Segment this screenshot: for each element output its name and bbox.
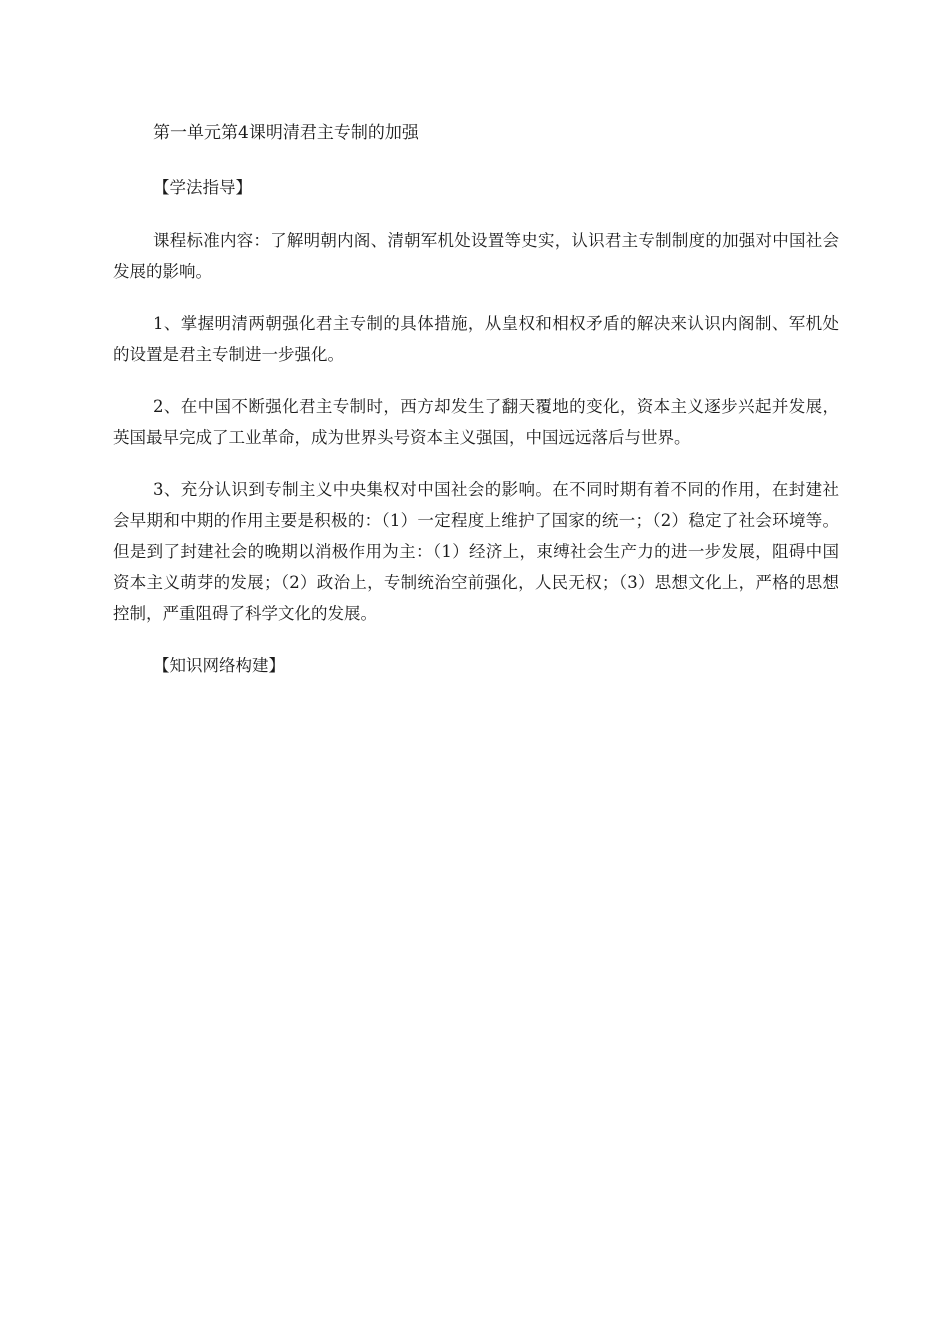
point-2-paragraph: 2、在中国不断强化君主专制时，西方却发生了翻天覆地的变化，资本主义逐步兴起并发展，英国最早完成了工业革命，成为世界头号资本主义强国，中国远远落后与世界。 xyxy=(113,397,839,447)
point-1-paragraph: 1、掌握明清两朝强化君主专制的具体措施，从皇权和相权矛盾的解决来认识内阁制、军机处的设置是君主专制进一步强化。 xyxy=(113,314,839,364)
point-3-paragraph: 3、充分认识到专制主义中央集权对中国社会的影响。在不同时期有着不同的作用，在封建社会早期和中期的作用主要是积极的：（1）一定程度上维护了国家的统一；（2）稳定了社会环境等。但是到了封建社会的晚期以消极作用为主：（1）经济上，束缚社会生产力的进一步发展，阻碍中国资本主义萌芽的发展；（2）政治上，专制统治空前强化，人民无权；（3）思想文化上，严格的思想控制，严重阻碍了科学文化的发展。 xyxy=(113,480,839,623)
document-title: 第一单元第4课明清君主专制的加强 xyxy=(153,123,419,143)
curriculum-standard-paragraph: 课程标准内容：了解明朝内阁、清朝军机处设置等史实，认识君主专制制度的加强对中国社会发展的影响。 xyxy=(113,231,839,281)
section-heading-knowledge-network: 【知识网络构建】 xyxy=(153,656,285,675)
section-heading-study-guide: 【学法指导】 xyxy=(153,178,252,197)
document-body xyxy=(113,118,839,703)
